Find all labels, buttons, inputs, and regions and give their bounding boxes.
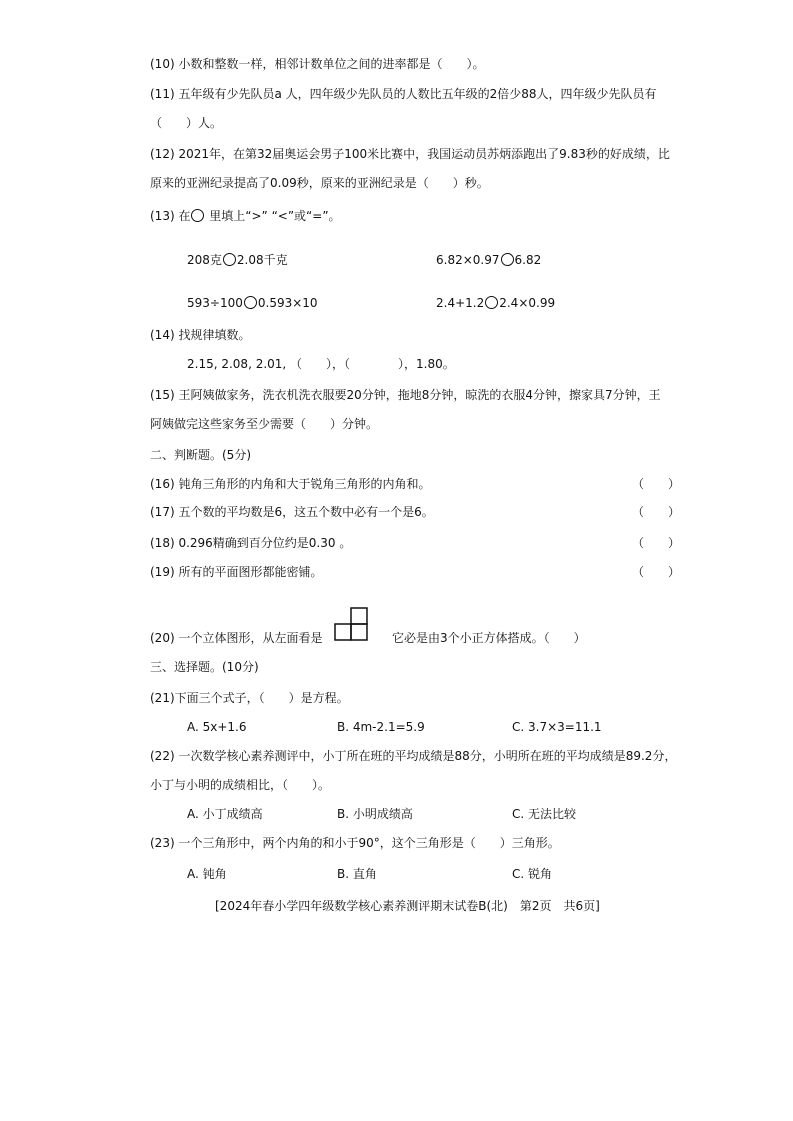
compare-left: 208克: [187, 253, 222, 267]
question-15-line1: (15) 王阿姨做家务，洗衣机洗衣服要20分钟，拖地8分钟，晾洗的衣服4分钟，擦家具7分钟，王: [150, 388, 661, 402]
left-view-cubes-icon: [334, 607, 370, 641]
question-19: (19) 所有的平面图形都能密铺。: [150, 565, 323, 579]
compare-left: 593÷100: [187, 296, 243, 310]
question-17: (17) 五个数的平均数是6，这五个数中必有一个是6。: [150, 505, 434, 519]
compare-left: 6.82×0.97: [436, 253, 500, 267]
compare-right: 6.82: [514, 253, 542, 267]
option-22-a[interactable]: A. 小丁成绩高: [187, 807, 263, 821]
option-23-b[interactable]: B. 直角: [337, 867, 377, 881]
compare-right: 0.593×10: [257, 296, 318, 310]
question-10: (10) 小数和整数一样，相邻计数单位之间的进率都是（ ）。: [150, 57, 485, 71]
question-20-prefix: (20) 一个立体图形，从左面看是: [150, 631, 323, 645]
question-13-suffix: 里填上“>” “<”或“=”。: [205, 209, 341, 223]
compare-right: 2.08千克: [236, 253, 288, 267]
section-3-title: 三、选择题。(10分): [150, 660, 259, 674]
question-21: (21)下面三个式子，（ ）是方程。: [150, 691, 349, 705]
compare-circle-icon[interactable]: [501, 253, 514, 266]
question-13-prefix: (13) 在: [150, 209, 191, 223]
question-23: (23) 一个三角形中，两个内角的和小于90°，这个三角形是（ ）三角形。: [150, 836, 560, 850]
option-23-c[interactable]: C. 锐角: [512, 867, 553, 881]
answer-bracket-17[interactable]: （ ）: [632, 505, 681, 519]
answer-bracket-16[interactable]: （ ）: [632, 477, 681, 491]
question-11-line1: (11) 五年级有少先队员a 人，四年级少先队员的人数比五年级的2倍少88人，四年级少先队员有: [150, 87, 657, 101]
question-20-suffix: 它必是由3个小正方体搭成。（ ）: [392, 631, 586, 645]
question-14-sequence: 2.15, 2.08, 2.01, （ ），（ ），1.80。: [187, 357, 455, 371]
question-12-line1: (12) 2021年，在第32届奥运会男子100米比赛中，我国运动员苏炳添跑出了9.83秒的好成绩，比: [150, 147, 670, 161]
compare-left: 2.4+1.2: [436, 296, 485, 310]
compare-item-4: [436, 295, 555, 311]
question-16: (16) 钝角三角形的内角和大于锐角三角形的内角和。: [150, 477, 431, 491]
option-22-c[interactable]: C. 无法比较: [512, 807, 577, 821]
section-2-title: 二、判断题。(5分): [150, 448, 251, 462]
page-footer: [2024年春小学四年级数学核心素养测评期末试卷B(北) 第2页 共6页]: [215, 899, 600, 913]
compare-right: 2.4×0.99: [499, 296, 556, 310]
question-22-line1: (22) 一次数学核心素养测评中，小丁所在班的平均成绩是88分，小明所在班的平均成绩是89.2分，: [150, 749, 677, 763]
compare-circle-icon[interactable]: [244, 296, 257, 309]
answer-bracket-19[interactable]: （ ）: [632, 565, 681, 579]
question-12-line2: 原来的亚洲纪录提高了0.09秒，原来的亚洲纪录是（ ）秒。: [150, 176, 489, 190]
compare-circle-icon[interactable]: [223, 253, 236, 266]
compare-circle-icon[interactable]: [485, 296, 498, 309]
question-18: (18) 0.296精确到百分位约是0.30 。: [150, 536, 352, 550]
option-21-a[interactable]: A. 5x+1.6: [187, 720, 247, 734]
compare-item-3: [187, 295, 318, 311]
compare-item-2: [436, 252, 541, 268]
option-21-c[interactable]: C. 3.7×3=11.1: [512, 720, 602, 734]
option-22-b[interactable]: B. 小明成绩高: [337, 807, 413, 821]
question-14: (14) 找规律填数。: [150, 328, 251, 342]
question-11-line2: （ ）人。: [150, 116, 223, 130]
option-23-a[interactable]: A. 钝角: [187, 867, 227, 881]
compare-item-1: [187, 252, 288, 268]
question-13: [150, 208, 341, 224]
question-15-line2: 阿姨做完这些家务至少需要（ ）分钟。: [150, 417, 379, 431]
circle-blank-icon: [191, 209, 204, 222]
option-21-b[interactable]: B. 4m-2.1=5.9: [337, 720, 425, 734]
answer-bracket-18[interactable]: （ ）: [632, 536, 681, 550]
question-22-line2: 小丁与小明的成绩相比，（ ）。: [150, 778, 331, 792]
